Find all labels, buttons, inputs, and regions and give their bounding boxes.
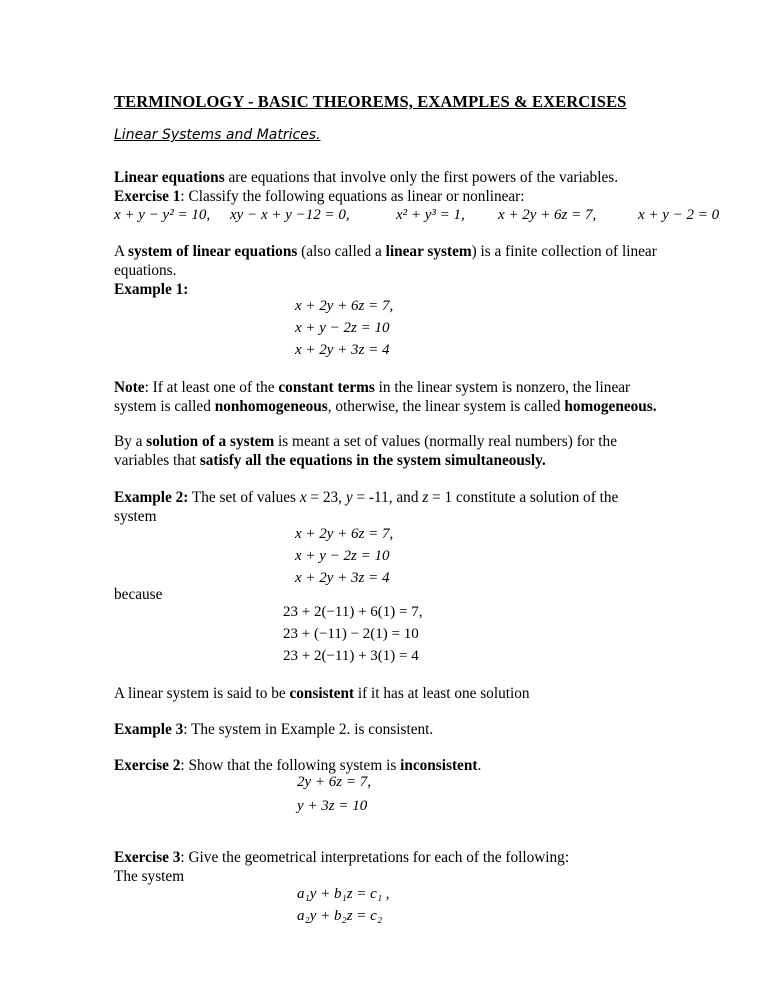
example-1-eq-1: x + 2y + 6z = 7,	[295, 298, 394, 314]
note-paragraph: Note: If at least one of the constant terms in the linear system is nonzero, the linear	[114, 379, 631, 396]
example-3: Example 3: The system in Example 2. is consistent.	[114, 721, 434, 738]
exercise-3-cont: The system	[114, 868, 185, 885]
because-label: because	[114, 586, 163, 603]
exercise-1-equations	[114, 206, 719, 225]
example-2-check-1: 23 + 2(−11) + 6(1) = 7,	[283, 604, 423, 620]
equation: xy − x + y −12 = 0,	[230, 207, 350, 223]
linear-equations-definition: Linear equations are equations that involve only the first powers of the variables.	[114, 169, 619, 186]
example-1-eq-3: x + 2y + 3z = 4	[295, 342, 390, 358]
example-2-eq-3: x + 2y + 3z = 4	[295, 570, 390, 586]
linear-system-definition-cont: equations.	[114, 262, 177, 279]
equation: x² + y³ = 1,	[396, 207, 465, 223]
exercise-2-eq-2: y + 3z = 10	[297, 798, 368, 814]
example-2: Example 2: The set of values x = 23, y = -11, and z = 1 constitute a solution of the	[114, 489, 619, 506]
exercise-2-eq-1: 2y + 6z = 7,	[297, 774, 371, 790]
example-2-check-3: 23 + 2(−11) + 3(1) = 4	[283, 648, 419, 664]
exercise-1: Exercise 1: Classify the following equations as linear or nonlinear:	[114, 188, 525, 205]
example-2-eq-2: x + y − 2z = 10	[295, 548, 390, 564]
equation: x + y − y² = 10,	[114, 207, 211, 223]
exercise-3: Exercise 3: Give the geometrical interpretations for each of the following:	[114, 849, 570, 866]
section-heading: Linear Systems and Matrices.	[114, 127, 321, 143]
solution-definition: By a solution of a system is meant a set of values (normally real numbers) for the	[114, 433, 617, 450]
linear-system-definition: A system of linear equations (also called a linear system) is a finite collection of linear	[114, 243, 657, 260]
example-1-label: Example 1:	[114, 281, 189, 298]
example-2-eq-1: x + 2y + 6z = 7,	[295, 526, 394, 542]
exercise-2: Exercise 2: Show that the following system is inconsistent.	[114, 757, 482, 774]
equation: x + y − 2 = 0	[638, 207, 720, 223]
exercise-3-eq-1: a₁y + b₁z = c₁ ,	[297, 886, 390, 902]
consistent-definition: A linear system is said to be consistent if it has at least one solution	[114, 685, 530, 702]
solution-definition-cont: variables that satisfy all the equations in the system simultaneously.	[114, 452, 546, 469]
equation: x + 2y + 6z = 7,	[498, 207, 597, 223]
note-paragraph-cont: system is called nonhomogeneous, otherwise, the linear system is called homogeneous.	[114, 398, 657, 415]
example-1-eq-2: x + y − 2z = 10	[295, 320, 390, 336]
example-2-cont: system	[114, 508, 157, 525]
exercise-3-eq-2: a₂y + b₂z = c₂	[297, 908, 383, 924]
example-2-check-2: 23 + (−11) − 2(1) = 10	[283, 626, 419, 642]
page-title: TERMINOLOGY - BASIC THEOREMS, EXAMPLES & EXERCISES	[114, 92, 627, 111]
